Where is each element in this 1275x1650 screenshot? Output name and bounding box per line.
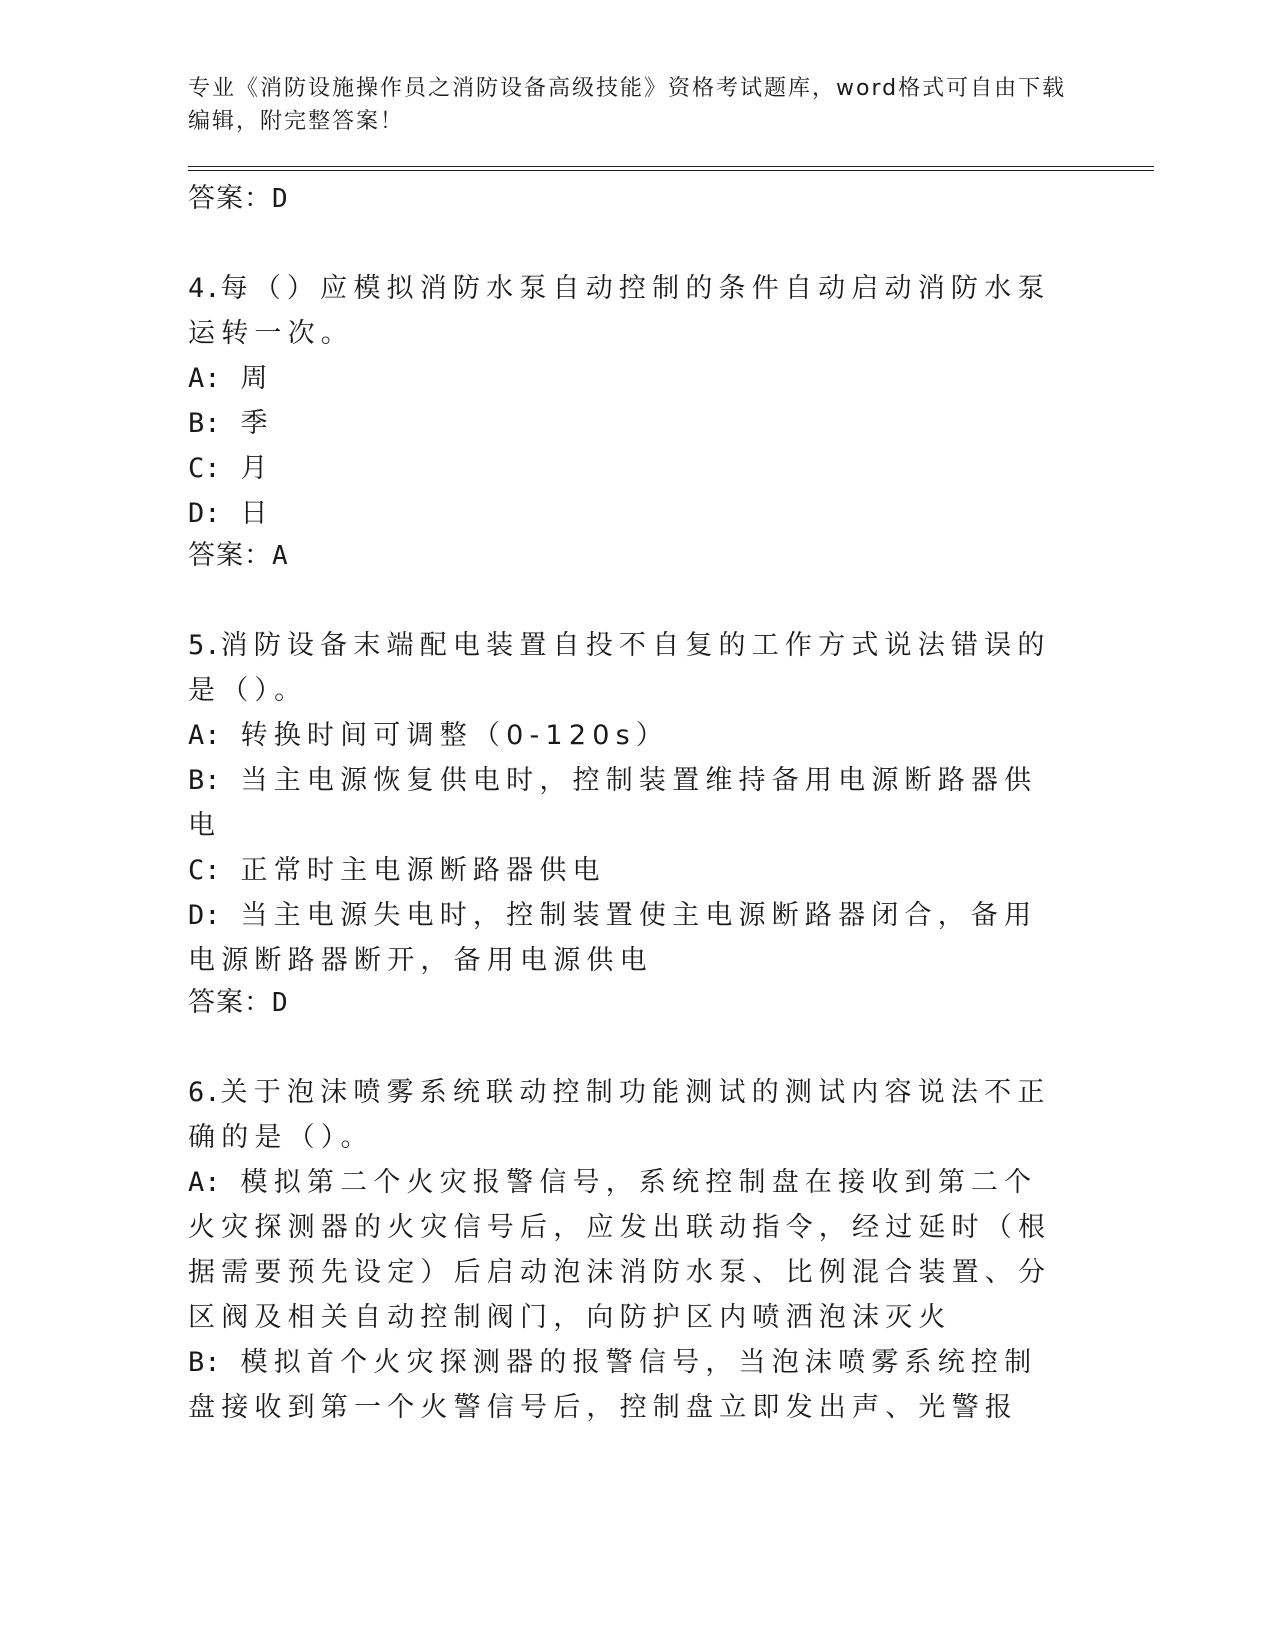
option-text: 日 <box>240 498 274 529</box>
answer-label: 答案： <box>188 987 272 1018</box>
question-number: 5. <box>188 630 221 661</box>
question-stem: 消防设备末端配电装置自投不自复的工作方式说法错误的是（）。 <box>188 630 1051 706</box>
option-b <box>188 401 1068 446</box>
option-key: B: <box>188 408 221 439</box>
option-key: D: <box>188 498 221 529</box>
header-divider <box>188 166 1154 171</box>
option-key: A: <box>188 363 221 394</box>
option-a <box>188 713 1068 758</box>
answer-value: A <box>272 541 289 571</box>
question-number: 4. <box>188 273 221 304</box>
question-stem: 关于泡沫喷雾系统联动控制功能测试的测试内容说法不正确的是（）。 <box>188 1077 1051 1153</box>
option-key: B: <box>188 1347 221 1378</box>
document-page <box>188 72 1154 1430</box>
document-header: 专业《消防设施操作员之消防设备高级技能》资格考试题库，word格式可自由下载编辑，附完整答案！ <box>188 76 1067 134</box>
question-number: 6. <box>188 1077 221 1108</box>
option-text: 模拟第二个火灾报警信号，系统控制盘在接收到第二个火灾探测器的火灾信号后，应发出联动指令，经过延时（根据需要预先设定）后启动泡沫消防水泵、比例混合装置、分区阀及相关自动控制阀门，向防护区内喷洒泡沫灭火 <box>188 1167 1052 1333</box>
option-a <box>188 1160 1068 1340</box>
question-text <box>188 266 1068 356</box>
answer-line <box>188 983 1154 1023</box>
option-key: C: <box>188 453 221 484</box>
option-text: 正常时主电源断路器供电 <box>240 855 606 886</box>
option-c <box>188 848 1068 893</box>
question-block <box>188 266 1154 576</box>
option-b <box>188 758 1068 848</box>
option-text: 模拟首个火灾探测器的报警信号，当泡沫喷雾系统控制盘接收到第一个火警信号后，控制盘立即发出声、光警报 <box>188 1347 1038 1423</box>
answer-value: D <box>272 988 289 1018</box>
question-text <box>188 1070 1068 1160</box>
option-text: 当主电源恢复供电时，控制装置维持备用电源断路器供电 <box>188 765 1038 841</box>
option-key: C: <box>188 855 221 886</box>
option-key: B: <box>188 765 221 796</box>
option-text: 当主电源失电时，控制装置使主电源断路器闭合，备用电源断路器断开，备用电源供电 <box>188 900 1038 976</box>
option-a <box>188 356 1068 401</box>
option-c <box>188 446 1068 491</box>
answer-value: D <box>272 184 289 214</box>
option-text: 周 <box>240 363 274 394</box>
question-stem: 每（）应模拟消防水泵自动控制的条件自动启动消防水泵运转一次。 <box>188 273 1051 349</box>
option-b <box>188 1340 1068 1430</box>
question-block <box>188 1070 1154 1430</box>
option-key: A: <box>188 1167 221 1198</box>
option-d <box>188 491 1068 536</box>
answer-label: 答案： <box>188 183 272 214</box>
option-key: A: <box>188 720 221 751</box>
answer-line <box>188 536 1154 576</box>
option-text: 月 <box>240 453 274 484</box>
option-text: 转换时间可调整（0-120s） <box>240 720 670 751</box>
answer-label: 答案： <box>188 540 272 571</box>
question-block <box>188 623 1154 1023</box>
option-text: 季 <box>240 408 274 439</box>
option-d <box>188 893 1068 983</box>
answer-line <box>188 179 1154 219</box>
option-key: D: <box>188 900 221 931</box>
question-text <box>188 623 1068 713</box>
